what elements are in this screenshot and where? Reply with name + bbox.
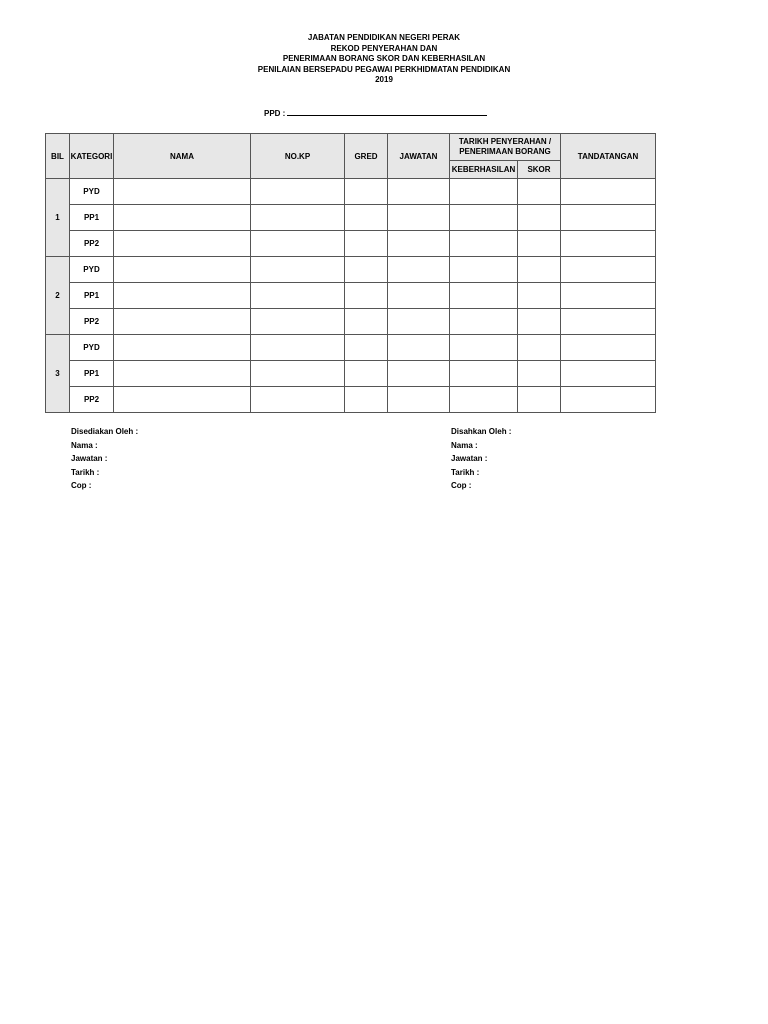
gred-cell[interactable] [345,387,388,413]
document-header [0,33,768,86]
skor-cell[interactable] [518,257,561,283]
nokp-cell[interactable] [251,361,345,387]
table-row [46,257,656,283]
approved-by-label: Disahkan Oleh : [451,427,512,436]
kategori-cell: PP1 [70,361,114,387]
table-row [46,179,656,205]
prepared-by-label: Disediakan Oleh : [71,427,139,436]
keberhasilan-cell[interactable] [450,387,518,413]
nama-cell[interactable] [114,309,251,335]
col-header-jawatan: JAWATAN [388,134,450,179]
table-row [46,231,656,257]
nama-cell[interactable] [114,335,251,361]
gred-cell[interactable] [345,361,388,387]
header-line-assessment: PENILAIAN BERSEPADU PEGAWAI PERKHIDMATAN PENDIDIKAN [257,64,511,74]
keberhasilan-cell[interactable] [450,283,518,309]
skor-cell[interactable] [518,231,561,257]
col-header-tarikh-group: TARIKH PENYERAHAN / PENERIMAAN BORANG [450,134,561,161]
tandatangan-cell[interactable] [561,335,656,361]
ppd-field [264,107,487,118]
gred-cell[interactable] [345,257,388,283]
gred-cell[interactable] [345,231,388,257]
jawatan-cell[interactable] [388,283,450,309]
prepared-date-label: Tarikh : [71,467,100,477]
prepared-position-label: Jawatan : [71,454,108,464]
nama-cell[interactable] [114,205,251,231]
table-row [46,309,656,335]
keberhasilan-cell[interactable] [450,309,518,335]
prepared-stamp-label: Cop : [71,481,92,491]
kategori-cell: PP2 [70,387,114,413]
gred-cell[interactable] [345,335,388,361]
ppd-label: PPD : [264,109,286,118]
header-line-year: 2019 [375,75,393,84]
skor-cell[interactable] [518,283,561,309]
nama-cell[interactable] [114,257,251,283]
col-header-nama: NAMA [114,134,251,179]
col-header-bil: BIL [46,134,70,179]
approved-name-label: Nama : [451,440,478,450]
tandatangan-cell[interactable] [561,205,656,231]
keberhasilan-cell[interactable] [450,231,518,257]
tandatangan-cell[interactable] [561,179,656,205]
bil-cell: 2 [46,257,70,335]
jawatan-cell[interactable] [388,257,450,283]
keberhasilan-cell[interactable] [450,179,518,205]
table-row [46,335,656,361]
bil-cell: 3 [46,335,70,413]
gred-cell[interactable] [345,205,388,231]
approved-date-label: Tarikh : [451,467,480,477]
ppd-blank-line[interactable] [287,107,487,116]
nama-cell[interactable] [114,283,251,309]
kategori-cell: PP1 [70,205,114,231]
keberhasilan-cell[interactable] [450,361,518,387]
tandatangan-cell[interactable] [561,309,656,335]
approved-stamp-label: Cop : [451,481,472,491]
nama-cell[interactable] [114,361,251,387]
nokp-cell[interactable] [251,335,345,361]
jawatan-cell[interactable] [388,231,450,257]
table-row [46,387,656,413]
keberhasilan-cell[interactable] [450,257,518,283]
keberhasilan-cell[interactable] [450,335,518,361]
record-table [45,133,656,413]
nokp-cell[interactable] [251,387,345,413]
skor-cell[interactable] [518,309,561,335]
nokp-cell[interactable] [251,257,345,283]
keberhasilan-cell[interactable] [450,205,518,231]
tandatangan-cell[interactable] [561,361,656,387]
tandatangan-cell[interactable] [561,387,656,413]
col-header-skor: SKOR [518,161,561,179]
col-header-gred: GRED [345,134,388,179]
gred-cell[interactable] [345,283,388,309]
kategori-cell: PP2 [70,231,114,257]
skor-cell[interactable] [518,361,561,387]
approved-by-block [451,425,511,493]
table-row [46,283,656,309]
header-line-dept: JABATAN PENDIDIKAN NEGERI PERAK [307,33,461,42]
table-row [46,205,656,231]
skor-cell[interactable] [518,387,561,413]
skor-cell[interactable] [518,205,561,231]
col-header-kategori: KATEGORI [70,134,114,179]
header-line-record: REKOD PENYERAHAN DAN [330,43,438,53]
prepared-by-block [71,425,138,493]
prepared-name-label: Nama : [71,440,98,450]
nokp-cell[interactable] [251,283,345,309]
jawatan-cell[interactable] [388,361,450,387]
nokp-cell[interactable] [251,231,345,257]
col-header-nokp: NO.KP [251,134,345,179]
gred-cell[interactable] [345,309,388,335]
bil-cell: 1 [46,179,70,257]
jawatan-cell[interactable] [388,335,450,361]
jawatan-cell[interactable] [388,179,450,205]
col-header-keberhasilan: KEBERHASILAN [450,161,518,179]
nokp-cell[interactable] [251,205,345,231]
jawatan-cell[interactable] [388,387,450,413]
nokp-cell[interactable] [251,309,345,335]
kategori-cell: PYD [70,335,114,361]
nama-cell[interactable] [114,231,251,257]
kategori-cell: PP2 [70,309,114,335]
kategori-cell: PYD [70,179,114,205]
col-header-tandatangan: TANDATANGAN [561,134,656,179]
skor-cell[interactable] [518,179,561,205]
nokp-cell[interactable] [251,179,345,205]
approved-position-label: Jawatan : [451,454,488,464]
tandatangan-cell[interactable] [561,283,656,309]
skor-cell[interactable] [518,335,561,361]
nama-cell[interactable] [114,387,251,413]
header-line-receipt: PENERIMAAN BORANG SKOR DAN KEBERHASILAN [282,54,486,63]
gred-cell[interactable] [345,179,388,205]
tandatangan-cell[interactable] [561,257,656,283]
table-row [46,361,656,387]
kategori-cell: PP1 [70,283,114,309]
jawatan-cell[interactable] [388,309,450,335]
tandatangan-cell[interactable] [561,231,656,257]
jawatan-cell[interactable] [388,205,450,231]
nama-cell[interactable] [114,179,251,205]
kategori-cell: PYD [70,257,114,283]
